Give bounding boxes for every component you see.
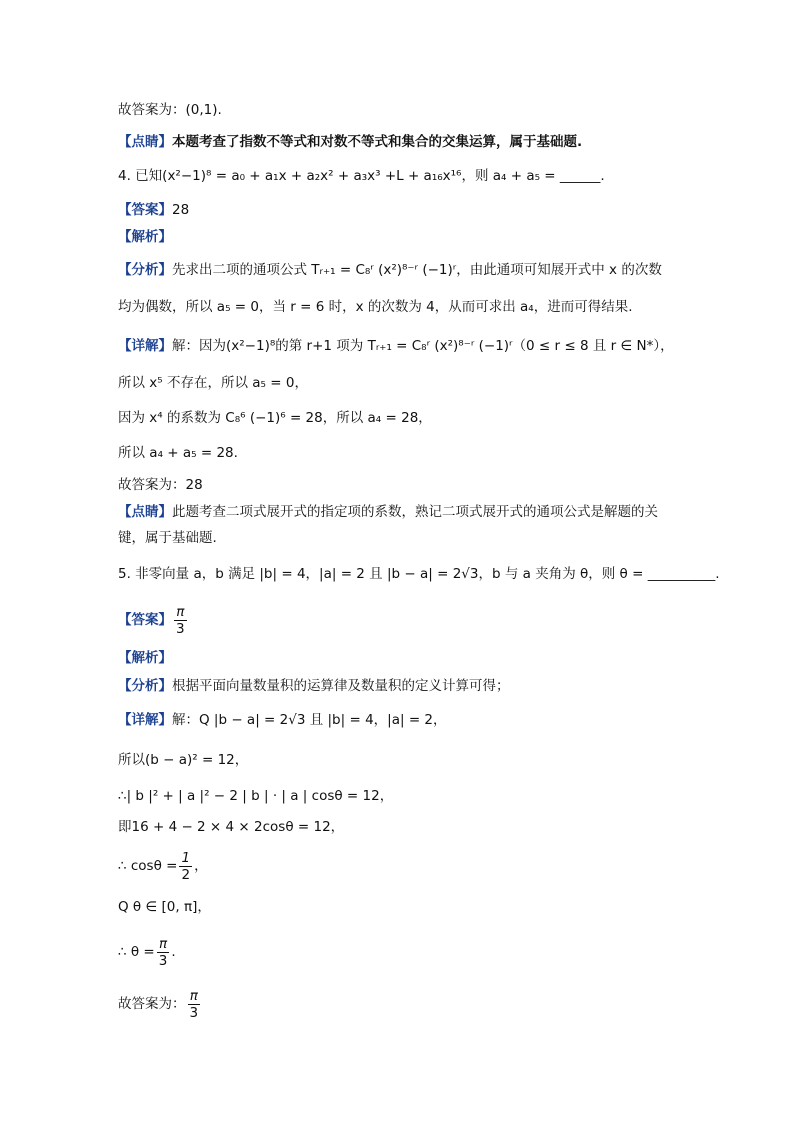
detail-line-q5-6 — [118, 897, 211, 917]
fraction — [188, 988, 201, 1021]
text: 根据平面向量数量积的运算律及数量积的定义计算可得； — [172, 678, 510, 694]
denominator: 3 — [158, 952, 168, 969]
section-tag: 【答案】 — [118, 202, 172, 218]
detail-line-q4-2 — [118, 373, 308, 393]
text: ∴ cosθ = — [118, 858, 178, 874]
detail-line-q5-1 — [118, 710, 447, 730]
numerator: π — [188, 988, 201, 1005]
text: 解：Q |b − a| = 2√3 且 |b| = 4，|a| = 2， — [172, 712, 447, 728]
analysis-line-q4-1 — [118, 260, 662, 280]
analysis-tag-q5 — [118, 648, 172, 668]
text: 故答案为：28 — [118, 477, 203, 493]
section-tag: 【详解】 — [118, 712, 172, 728]
section-tag: 【详解】 — [118, 338, 172, 354]
section-tag: 【分析】 — [118, 262, 172, 278]
text: ∴ θ = — [118, 944, 155, 960]
fraction — [179, 850, 192, 883]
denominator: 3 — [189, 1004, 199, 1021]
text: 28 — [172, 202, 190, 218]
section-tag: 【点睛】 — [118, 134, 172, 150]
fraction — [174, 604, 187, 637]
text: 均为偶数，所以 a₅ = 0，当 r = 6 时，x 的次数为 4，从而可求出 a₄，进而可得结果. — [118, 299, 633, 315]
detail-line-q5-2 — [118, 750, 248, 770]
comment-line-q3 — [118, 132, 582, 152]
numerator: 1 — [181, 849, 191, 866]
comment-line-q4-1 — [118, 502, 658, 522]
numerator: π — [157, 936, 170, 953]
text: 所以(b − a)² = 12， — [118, 752, 249, 768]
analysis-line-q4-2 — [118, 297, 633, 317]
text: 因为 x⁴ 的系数为 C₈⁶ (−1)⁶ = 28，所以 a₄ = 28， — [118, 410, 432, 426]
text: ， — [194, 858, 208, 874]
section-tag: 【答案】 — [118, 612, 172, 628]
text: 此题考查二项式展开式的指定项的系数，熟记二项式展开式的通项公式是解题的关 — [172, 504, 658, 520]
answer-final-q5 — [118, 984, 202, 1024]
section-tag: 【解析】 — [118, 650, 172, 666]
answer-line-q3 — [118, 100, 222, 120]
detail-line-q5-3 — [118, 786, 393, 806]
detail-line-q4-4 — [118, 443, 238, 463]
analysis-tag-q4 — [118, 227, 172, 247]
detail-line-q4-1 — [118, 336, 674, 356]
fraction — [157, 936, 170, 969]
numerator: π — [174, 604, 187, 621]
answer-line-q5 — [118, 602, 189, 638]
section-tag: 【解析】 — [118, 229, 172, 245]
answer-final-q4 — [118, 475, 203, 495]
answer-line-q4 — [118, 200, 189, 220]
denominator: 3 — [176, 620, 185, 637]
text: ∴| b |² + | a |² − 2 | b | · | a | cosθ = 12， — [118, 788, 394, 804]
text: 5. 非零向量 a，b 满足 |b| = 4，|a| = 2 且 |b − a| = 2√3，b 与 a 夹角为 θ，则 θ = __________. — [118, 566, 720, 582]
text: 所以 x⁵ 不存在，所以 a₅ = 0， — [118, 375, 308, 391]
text: 4. 已知(x²−1)⁸ = a₀ + a₁x + a₂x² + a₃x³ +L + a₁₆x¹⁶，则 a₄ + a₅ = ______. — [118, 168, 605, 184]
detail-line-q5-5 — [118, 846, 208, 886]
section-tag: 【分析】 — [118, 678, 172, 694]
section-tag: 【点睛】 — [118, 504, 172, 520]
comment-line-q4-2 — [118, 528, 217, 548]
text: 本题考查了指数不等式和对数不等式和集合的交集运算，属于基础题. — [172, 134, 583, 150]
analysis-line-q5 — [118, 676, 510, 696]
text: 所以 a₄ + a₅ = 28. — [118, 445, 238, 461]
question-4 — [118, 166, 605, 186]
detail-line-q5-4 — [118, 817, 344, 837]
text: . — [171, 944, 176, 960]
denominator: 2 — [181, 866, 191, 883]
text: 键，属于基础题. — [118, 530, 217, 546]
detail-line-q4-3 — [118, 408, 432, 428]
text: 即16 + 4 − 2 × 4 × 2cosθ = 12， — [118, 819, 345, 835]
question-5 — [118, 564, 719, 584]
text: 先求出二项的通项公式 Tᵣ₊₁ = C₈ʳ (x²)⁸⁻ʳ (−1)ʳ，由此通项可知展开式中 x 的次数 — [172, 262, 662, 278]
text: 解：因为(x²−1)⁸的第 r+1 项为 Tᵣ₊₁ = C₈ʳ (x²)⁸⁻ʳ (−1)ʳ（0 ≤ r ≤ 8 且 r ∈ N*）， — [172, 338, 674, 354]
text: Q θ ∈ [0, π]， — [118, 899, 211, 915]
text: 故答案为： — [118, 996, 186, 1012]
text: 故答案为：(0,1). — [118, 102, 222, 118]
detail-line-q5-7 — [118, 932, 176, 972]
